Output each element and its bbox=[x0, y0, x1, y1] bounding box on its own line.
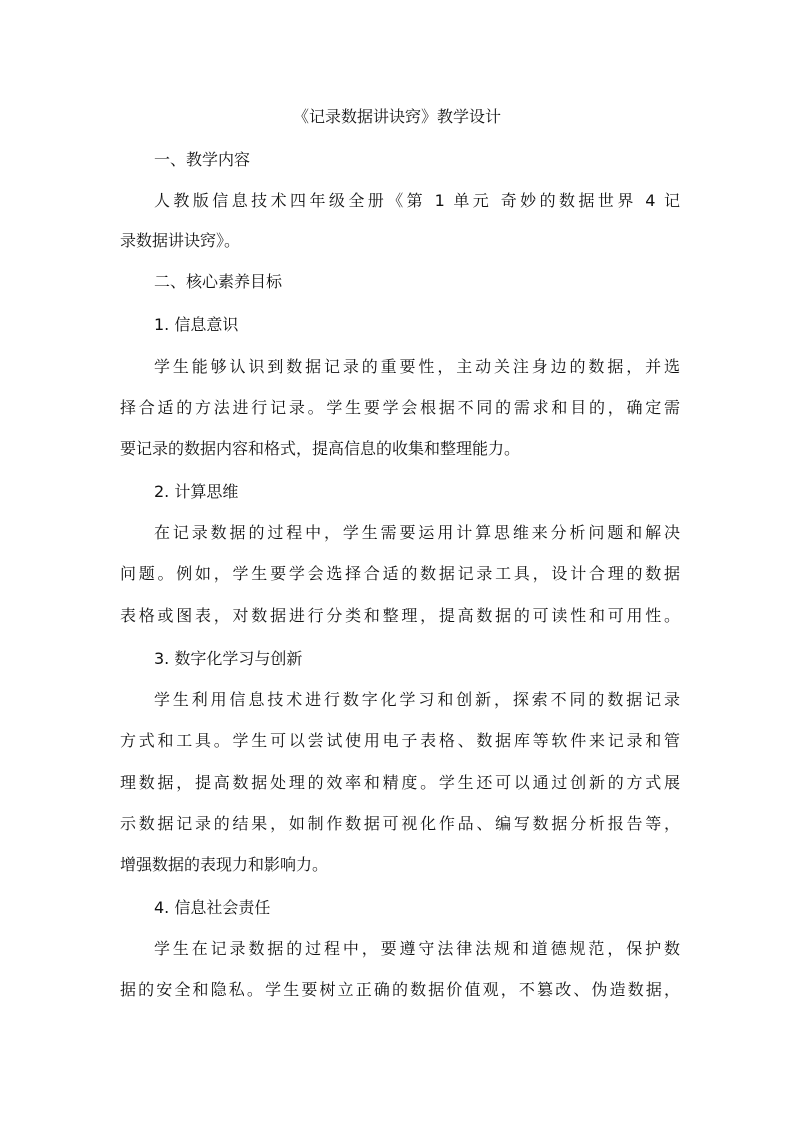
paragraph-line: 在记录数据的过程中，学生需要运用计算思维来分析问题和解决 bbox=[154, 523, 680, 542]
paragraph-line: 理数据，提高数据处理的效率和精度。学生还可以通过创新的方式展 bbox=[120, 773, 680, 792]
section-heading-goals: 二、核心素养目标 bbox=[154, 272, 283, 291]
paragraph-line: 增强数据的表现力和影响力。 bbox=[120, 855, 329, 874]
paragraph-line: 学生在记录数据的过程中，要遵守法律法规和道德规范，保护数 bbox=[154, 939, 680, 958]
paragraph-line: 据的安全和隐私。学生要树立正确的数据价值观，不篡改、伪造数据， bbox=[120, 980, 680, 999]
section-heading-content: 一、教学内容 bbox=[154, 150, 251, 169]
content-paragraph-line: 人教版信息技术四年级全册《第 1 单元 奇妙的数据世界 4 记 bbox=[154, 191, 680, 210]
paragraph-line: 方式和工具。学生可以尝试使用电子表格、数据库等软件来记录和管 bbox=[120, 731, 680, 750]
paragraph-line: 要记录的数据内容和格式，提高信息的收集和整理能力。 bbox=[120, 439, 521, 458]
paragraph-line: 问题。例如，学生要学会选择合适的数据记录工具，设计合理的数据 bbox=[120, 564, 680, 583]
document-title: 《记录数据讲诀窍》教学设计 bbox=[292, 107, 501, 126]
goal-heading-social-responsibility: 4. 信息社会责任 bbox=[154, 898, 271, 917]
paragraph-line: 学生利用信息技术进行数字化学习和创新，探索不同的数据记录 bbox=[154, 690, 680, 709]
goal-heading-digital-learning: 3. 数字化学习与创新 bbox=[154, 649, 303, 668]
goal-heading-computational-thinking: 2. 计算思维 bbox=[154, 482, 239, 501]
paragraph-line: 表格或图表，对数据进行分类和整理，提高数据的可读性和可用性。 bbox=[120, 606, 680, 625]
goal-heading-info-awareness: 1. 信息意识 bbox=[154, 315, 239, 334]
paragraph-line: 择合适的方法进行记录。学生要学会根据不同的需求和目的，确定需 bbox=[120, 398, 680, 417]
paragraph-line: 学生能够认识到数据记录的重要性，主动关注身边的数据，并选 bbox=[154, 357, 680, 376]
paragraph-line: 示数据记录的结果，如制作数据可视化作品、编写数据分析报告等， bbox=[120, 814, 680, 833]
content-paragraph-line: 录数据讲诀窍》。 bbox=[120, 231, 241, 250]
